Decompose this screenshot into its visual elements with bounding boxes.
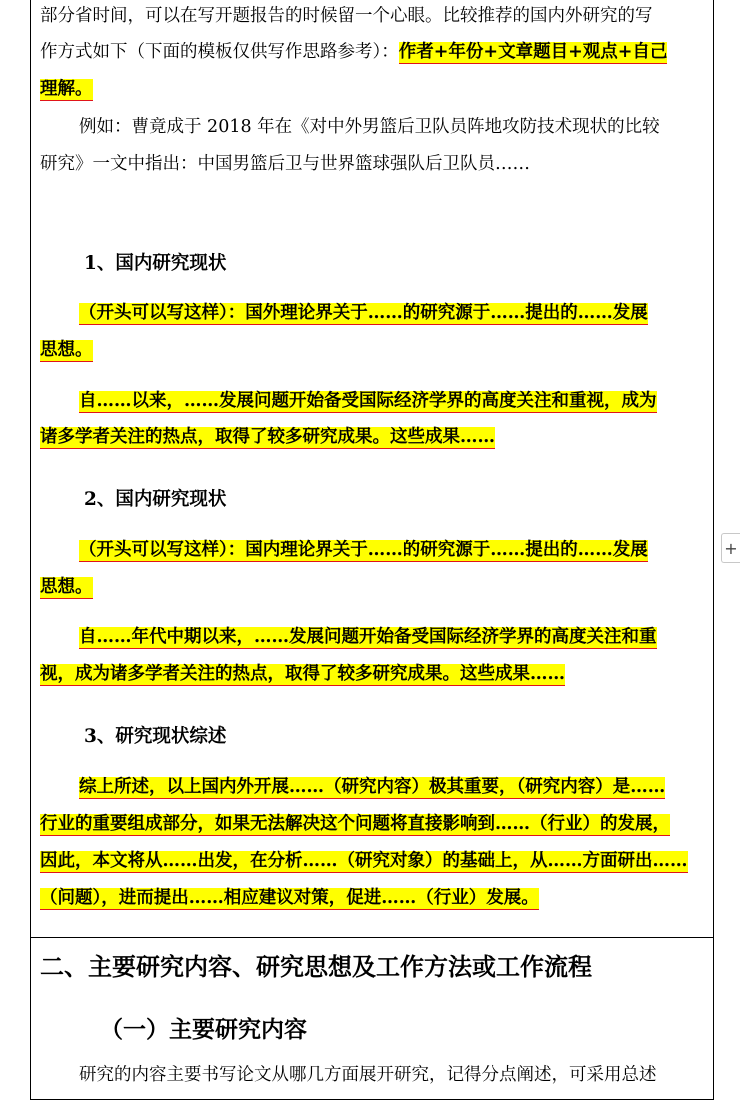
sec2-para1-line1	[79, 538, 708, 562]
heading-domestic-research-1: 1、国内研究现状	[84, 253, 227, 274]
table-row-divider	[30, 937, 714, 938]
sec1-para2-line2-text: 诸多学者关注的热点，取得了较多研究成果。这些成果……	[40, 427, 495, 449]
sec2-para2-line1-text: 自……年代中期以来，……发展问题开始备受国际经济学界的高度关注和重	[79, 627, 657, 649]
sec2-para2-line1	[79, 625, 708, 649]
example-line-2: 研究》一文中指出：中国男篮后卫与世界篮球强队后卫队员……	[40, 154, 530, 174]
sec3-line4	[40, 886, 708, 910]
sec2-para1-line2	[40, 575, 708, 599]
intro-template-highlight: 作者+年份+文章题目+观点+自己	[399, 42, 668, 64]
sec3-line3-text: 因此，本文将从……出发，在分析……（研究对象）的基础上，从……方面研出……	[40, 851, 688, 873]
section-title-main-research: 二、主要研究内容、研究思想及工作方法或工作流程	[40, 952, 592, 981]
intro-line-3-highlight: 理解。	[40, 79, 93, 101]
sec2-para1-line2-text: 思想。	[40, 577, 93, 599]
subsection-title-research-content: （一）主要研究内容	[100, 1016, 307, 1043]
sec2-para2-line2	[40, 662, 708, 686]
intro-line-1: 部分省时间，可以在写开题报告的时候留一个心眼。比较推荐的国内外研究的写	[40, 6, 653, 26]
intro-line-2	[40, 40, 708, 64]
example-line-1: 例如：曹竟成于 2018 年在《对中外男篮后卫队员阵地攻防技术现状的比较	[79, 117, 660, 137]
sec1-para1-line2	[40, 338, 708, 362]
sec1-para2-line1	[79, 389, 708, 413]
sec1-para2-line2	[40, 425, 708, 449]
sec3-line1	[79, 775, 708, 799]
intro-line-2-plain: 作方式如下（下面的模板仅供写作思路参考）：	[40, 42, 399, 62]
intro-line-3	[40, 77, 708, 101]
heading-research-summary: 3、研究现状综述	[84, 726, 227, 747]
sec2-para2-line2-text: 视，成为诸多学者关注的热点，取得了较多研究成果。这些成果……	[40, 664, 565, 686]
heading-domestic-research-2: 2、国内研究现状	[84, 489, 227, 510]
sec3-line1-text: 综上所述，以上国内外开展……（研究内容）极其重要，（研究内容）是……	[79, 777, 665, 799]
sec1-para1-line1	[79, 301, 708, 325]
sec1-para1-line1-text: （开头可以写这样）：国外理论界关于……的研究源于……提出的……发展	[79, 303, 648, 325]
sec3-line4-text: （问题），进而提出……相应建议对策，促进……（行业）发展。	[40, 888, 539, 910]
sec3-line3	[40, 849, 708, 873]
sec3-line2	[40, 812, 708, 836]
sec1-para2-line1-text: 自……以来，……发展问题开始备受国际经济学界的高度关注和重视，成为	[79, 391, 657, 413]
expand-plus-icon[interactable]: +	[721, 533, 740, 563]
sec2-para1-line1-text: （开头可以写这样）：国内理论界关于……的研究源于……提出的……发展	[79, 540, 648, 562]
sec1-para1-line2-text: 思想。	[40, 340, 93, 362]
part2-body-line: 研究的内容主要书写论文从哪几方面展开研究，记得分点阐述，可采用总述	[79, 1065, 657, 1085]
sec3-line2-text: 行业的重要组成部分，如果无法解决这个问题将直接影响到……（行业）的发展，	[40, 814, 670, 836]
